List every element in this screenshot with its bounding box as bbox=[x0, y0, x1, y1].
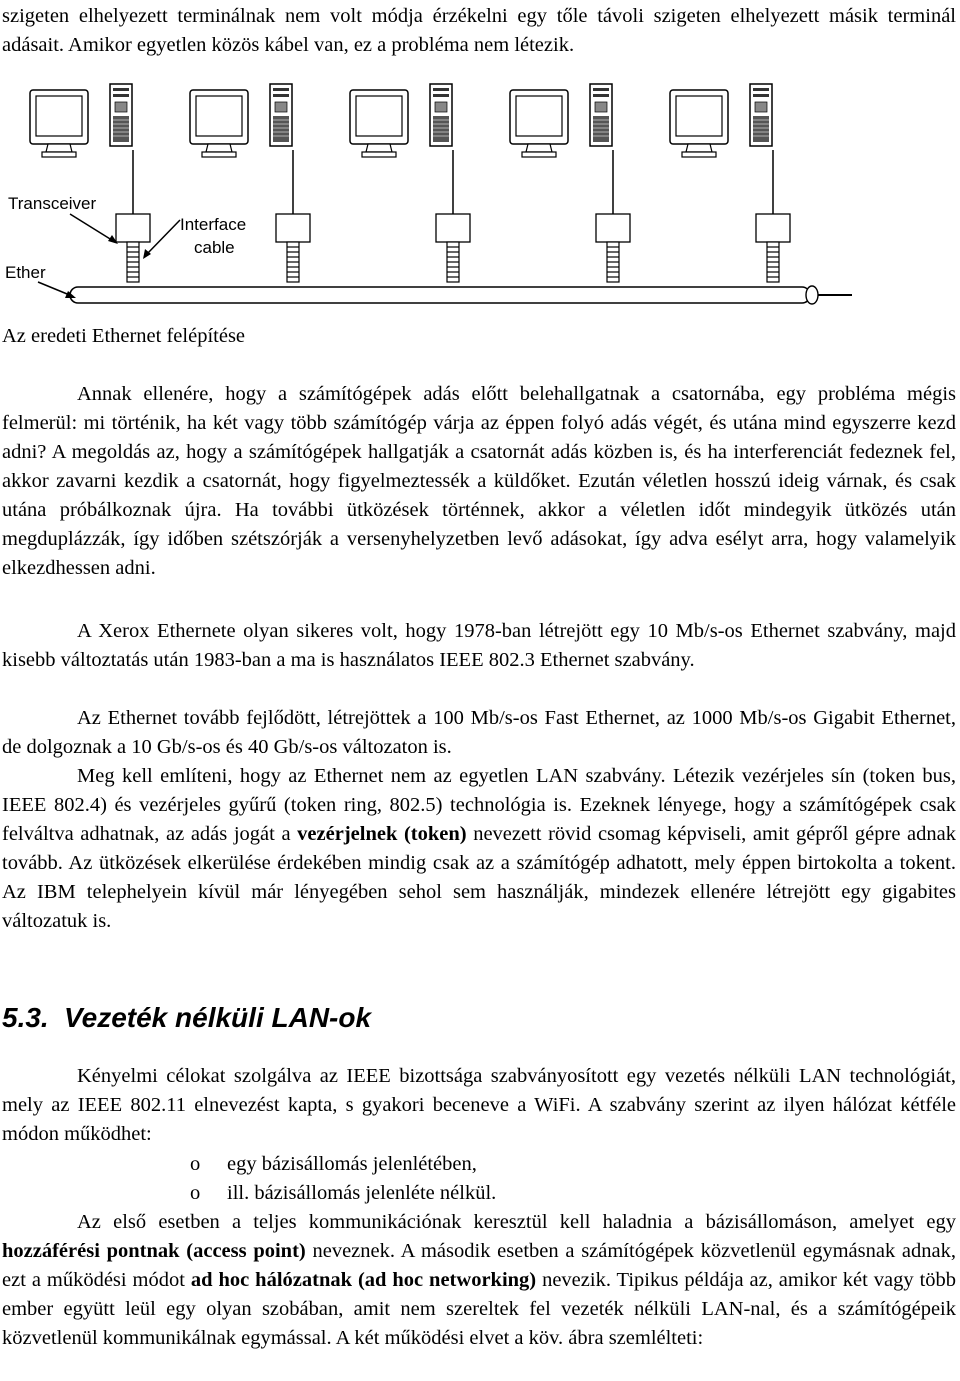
ap-text-a: Az első esetben a teljes kommunikációnak keresztül kell haladnia a bázisállomáson, amelyet egy bbox=[77, 1211, 956, 1233]
ether-cable bbox=[70, 287, 810, 303]
paragraph-collision: Annak ellenére, hogy a számítógépek adás előtt belehallgatnak a csatornába, egy probléma mégis felmerül: mi történik, ha két vagy több számítógép várja az éppen folyó adás végét, és utána mind egyszerre kezd adni? A megoldás az, hogy a számítógépek hallgatják a csatornát adás közben is, és ha interferenciát fedeznek fel, akkor zavarni kezdik a csatornát, hogy figyelmeztessék a küldőket. Ezután véletlen hosszú ideig várnak, és csak utána próbálkoznak újra. Ha további ütközések történnek, akkor a véletlen időt mindegyik ütközés után megduplázzák, így időben szétszórják a versenyhelyzetben levő adásokat, így adva esélyt arra, hogy valamelyik elkezdhessen adni. bbox=[2, 383, 956, 579]
terminator bbox=[806, 286, 818, 304]
interface-1 bbox=[116, 150, 150, 282]
figure-caption: Az eredeti Ethernet felépítése bbox=[2, 325, 246, 347]
interface-2 bbox=[276, 150, 310, 282]
station-5 bbox=[670, 84, 772, 157]
list-item-text: egy bázisállomás jelenlétében, bbox=[227, 1153, 477, 1175]
paragraph-wireless-intro: Kényelmi célokat szolgálva az IEEE bizottsága szabványosított egy vezetés nélküli LAN technológiát, mely az IEEE 802.11 elnevezést kapta, s gyakori beceneve a WiFi. A szabvány szerint az ilyen hálózat kétféle módon működhet: bbox=[2, 1065, 956, 1145]
list-item bbox=[190, 1179, 496, 1208]
bullet-mark: o bbox=[190, 1182, 201, 1204]
bullet-mark: o bbox=[190, 1153, 201, 1175]
token-text-a: Meg kell említeni, hogy az Ethernet nem az egyetlen LAN szabvány. Létezik vezérjeles sín (token bus, IEEE 802.4) és vezérjeles gyűrű (token ring, 802.5) technológia is. Ezeknek lényege, hogy a számítógépek csak felváltva adhatnak, az adás jogát a bbox=[2, 765, 956, 845]
label-ether: Ether bbox=[5, 263, 46, 282]
top-paragraph: szigeten elhelyezett terminálnak nem volt módja érzékelni egy tőle távoli szigeten elhelyezett másik terminál adásait. Amikor egyetlen közös kábel van, ez a probléma nem létezik. bbox=[2, 5, 956, 56]
label-cable: cable bbox=[194, 238, 235, 257]
paragraph-token bbox=[2, 762, 956, 936]
ap-term: hozzáférési pontnak (access point) bbox=[2, 1240, 306, 1262]
station-4 bbox=[510, 84, 612, 157]
list-item-text: ill. bázisállomás jelenléte nélkül. bbox=[227, 1182, 497, 1204]
ap-text-c: nevezik. Tipikus példája az, amikor két vagy több ember együtt leül egy olyan szobában, amit nem szereltek fel vezeték nélküli LAN-nal, és a számítógépeik közvetlenül kommunikálnak egymással. A két működési elvet a köv. ábra szemlélteti: bbox=[2, 1269, 957, 1349]
ap-text-b: neveznek. A második esetben a számítógépek közvetlenül egymásnak adnak, ezt a működési módot bbox=[2, 1240, 956, 1291]
ethernet-diagram bbox=[0, 70, 960, 320]
paragraph-access-point bbox=[2, 1208, 956, 1353]
paragraph-evolution: Az Ethernet tovább fejlődött, létrejöttek a 100 Mb/s-os Fast Ethernet, az 1000 Mb/s-os Gigabit Ethernet, de dolgoznak a 10 Gb/s-os és 40 Gb/s-os változaton is. bbox=[2, 707, 956, 758]
adhoc-term: ad hoc hálózatnak (ad hoc networking) bbox=[190, 1269, 537, 1291]
list-item bbox=[190, 1150, 496, 1179]
token-text-b: nevezett rövid csomag képviseli, amit gépről gépre adnak tovább. Az ütközések elkerülése érdekében mindig csak az a számítógép adhatott, mely éppen birtokolta a tokent. Az IBM telephelyein kívül már lényegében sehol sem használják, mindezek ellenére létrejött egy gigabites változatuk is. bbox=[2, 823, 956, 932]
station-3 bbox=[350, 84, 452, 157]
station-1 bbox=[30, 84, 132, 157]
label-transceiver: Transceiver bbox=[8, 194, 97, 213]
paragraph-xerox: A Xerox Ethernete olyan sikeres volt, hogy 1978-ban létrejött egy 10 Mb/s-os Ethernet szabvány, majd kisebb változtatás után 1983-ban a ma is használatos IEEE 802.3 Ethernet szabvány. bbox=[2, 620, 956, 671]
arrow-transceiver bbox=[70, 214, 115, 242]
section-title: Vezeték nélküli LAN-ok bbox=[64, 1002, 372, 1033]
label-interface: Interface bbox=[180, 215, 247, 234]
arrow-interface bbox=[146, 220, 180, 255]
interface-5 bbox=[756, 150, 790, 282]
interface-4 bbox=[596, 150, 630, 282]
mode-list bbox=[190, 1150, 496, 1208]
section-number: 5.3. bbox=[2, 1002, 49, 1033]
station-2 bbox=[190, 84, 292, 157]
section-heading bbox=[2, 998, 371, 1038]
interface-3 bbox=[436, 150, 470, 282]
token-term: vezérjelnek (token) bbox=[297, 823, 467, 845]
